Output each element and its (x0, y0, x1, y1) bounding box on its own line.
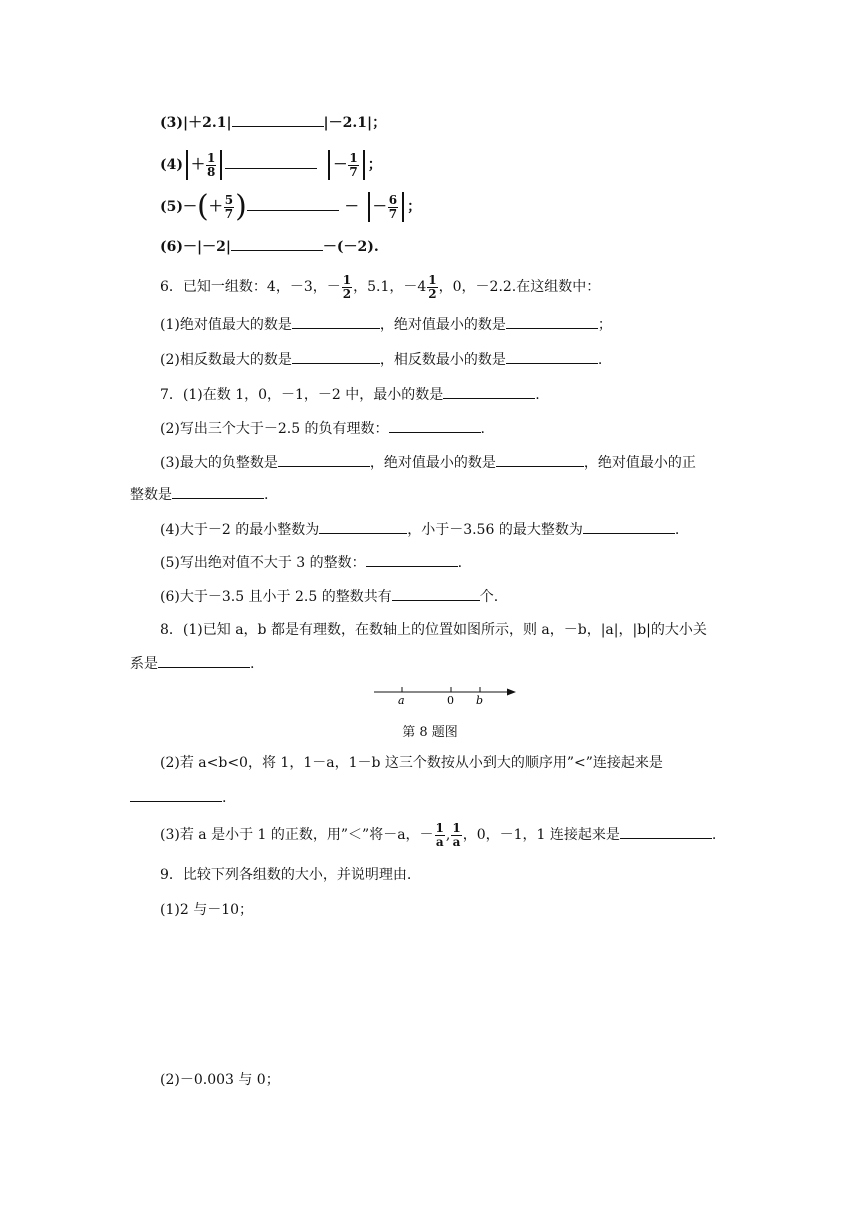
punct: . (674, 522, 680, 538)
q8-part2-cont (130, 787, 226, 808)
q5-part5-label: (5)－ (160, 199, 197, 215)
punct: . (457, 555, 463, 571)
q5-part6-right: －(－2). (322, 239, 379, 255)
punct: . (480, 421, 485, 437)
answer-blank[interactable] (225, 154, 317, 169)
answer-blank[interactable] (278, 452, 370, 467)
q5-part4-label: (4) (160, 157, 183, 173)
answer-blank[interactable] (232, 112, 324, 127)
answer-blank[interactable] (506, 349, 598, 364)
answer-blank[interactable] (292, 349, 380, 364)
answer-blank[interactable] (319, 519, 407, 534)
label-b: b (476, 694, 484, 707)
q8-part3-text: ，0，－1，1 连接起来是 (462, 827, 620, 843)
fraction (224, 194, 234, 221)
q9-stem: 9．比较下列各组数的大小，并说明理由. (160, 867, 412, 883)
q5-part4 (160, 148, 382, 182)
q7-part3-text: ，绝对值最小的正 (583, 455, 696, 471)
left-paren: ( (197, 189, 209, 224)
punct: . (535, 387, 540, 403)
q6-part1-text: (1)绝对值最大的数是 (160, 317, 292, 333)
abs-bar (328, 150, 330, 180)
denominator: 2 (342, 286, 352, 301)
q9-part1-answer-area[interactable] (160, 930, 740, 1060)
q9-part2-answer-area[interactable] (160, 1100, 740, 1200)
q7-part3 (160, 452, 696, 473)
answer-blank[interactable] (506, 314, 598, 329)
sign: ＋ (208, 199, 223, 215)
denominator: 8 (207, 164, 216, 179)
numerator: 1 (207, 150, 216, 165)
answer-blank[interactable] (366, 552, 458, 567)
q6-stem-text: ，5.1，－4 (353, 279, 427, 295)
q7-part3-text: 整数是 (130, 487, 172, 503)
q6-stem-text: 6．已知一组数：4，－3，－ (160, 279, 341, 295)
punct: ； (597, 317, 612, 333)
sign: ＋ (191, 157, 205, 173)
punct: . (264, 487, 269, 503)
answer-blank[interactable] (583, 519, 675, 534)
q6-stem (160, 272, 600, 302)
abs-bar (186, 150, 188, 180)
q5-part3 (160, 112, 386, 133)
answer-blank[interactable] (443, 384, 535, 399)
q8-part2-text: (2)若 a<b<0，将 1，1－a，1－b 这三个数按从小到大的顺序用”<”连接起来是 (160, 755, 663, 771)
q7-part4-text: ，小于－3.56 的最大整数为 (407, 522, 583, 538)
right-paren: ) (235, 189, 247, 224)
q6-part1 (160, 314, 612, 335)
numerator: 1 (342, 272, 352, 287)
q7-part6-text: (6)大于－3.5 且小于 2.5 的整数共有 (160, 589, 392, 605)
q7-part4 (160, 519, 679, 540)
q8-part3 (160, 820, 716, 850)
q8-part3-text: (3)若 a 是小于 1 的正数，用”＜”将－a，－ (160, 827, 434, 843)
sign: － (333, 157, 348, 173)
q6-stem-text: ，0，－2.2.在这组数中： (438, 279, 601, 295)
q6-part2-text: ，相反数最小的数是 (379, 352, 506, 368)
punct: , (445, 827, 451, 843)
q7-part5 (160, 552, 462, 573)
denominator: 7 (224, 206, 234, 221)
fraction (427, 274, 437, 301)
numerator: 5 (224, 192, 234, 207)
answer-blank[interactable] (392, 586, 480, 601)
fraction (435, 822, 445, 849)
q7-part1 (160, 384, 540, 405)
q5-part6 (160, 236, 379, 257)
q5-part5 (160, 190, 421, 224)
q7-part6 (160, 586, 498, 607)
answer-blank[interactable] (172, 484, 264, 499)
numerator: 1 (428, 272, 437, 287)
numerator: 1 (452, 820, 461, 835)
q8-part1-text: 系是 (130, 656, 158, 672)
q7-part3-text: ，绝对值最小的数是 (369, 455, 496, 471)
punct: . (250, 656, 255, 672)
abs-bar (220, 150, 222, 180)
punct: . (597, 352, 603, 368)
q5-part3-label: (3) (160, 115, 183, 131)
q9-part1: (1)2 与－10； (160, 902, 254, 918)
q8-part1-text: 8．(1)已知 a，b 都是有理数，在数轴上的位置如图所示，则 a，－b，|a|，|b|的大小关 (160, 622, 707, 638)
answer-blank[interactable] (158, 653, 250, 668)
punct: ； (367, 157, 382, 173)
denominator: a (435, 834, 444, 849)
answer-blank[interactable] (620, 824, 712, 839)
punct: ； (407, 199, 422, 215)
q7-part3-cont (130, 484, 268, 505)
q7-part4-text: (4)大于－2 的最小整数为 (160, 522, 320, 538)
fraction (348, 152, 358, 179)
answer-blank[interactable] (389, 418, 481, 433)
q8-part2 (160, 753, 663, 773)
q5-part3-left: |＋2.1| (183, 115, 232, 131)
abs-bar (363, 150, 365, 180)
q8-part1-cont (130, 653, 254, 674)
q7-part2 (160, 418, 485, 439)
q9-part2: (2)－0.003 与 0； (160, 1072, 280, 1088)
numerator: 1 (349, 150, 358, 165)
q6-part1-text: ，绝对值最小的数是 (379, 317, 506, 333)
q7-part5-text: (5)写出绝对值不大于 3 的整数： (160, 555, 366, 571)
q7-part2-text: (2)写出三个大于－2.5 的负有理数： (160, 421, 389, 437)
q6-part2 (160, 349, 602, 370)
punct: . (711, 827, 717, 843)
numerator: 6 (388, 192, 398, 207)
denominator: 2 (428, 286, 437, 301)
q5-part6-label: (6)－|－2| (160, 239, 231, 255)
sign: － (344, 199, 359, 215)
fraction (388, 194, 398, 221)
denominator: a (452, 834, 461, 849)
figure-caption: 第 8 题图 (402, 725, 458, 740)
answer-blank[interactable] (292, 314, 380, 329)
answer-blank[interactable] (130, 787, 222, 802)
sign: － (372, 199, 387, 215)
answer-blank[interactable] (496, 452, 584, 467)
denominator: 7 (388, 206, 398, 221)
fraction (451, 822, 461, 849)
q5-part3-right: |－2.1|； (323, 115, 387, 131)
label-zero: 0 (447, 694, 454, 707)
fraction (206, 152, 216, 179)
q6-part2-text: (2)相反数最大的数是 (160, 352, 292, 368)
q7-part3-text: (3)最大的负整数是 (160, 455, 278, 471)
q7-part1-text: 7．(1)在数 1，0，－1，－2 中，最小的数是 (160, 387, 444, 403)
numerator: 1 (435, 820, 444, 835)
punct: . (222, 790, 227, 806)
q8-part1 (160, 620, 707, 640)
answer-blank[interactable] (231, 236, 323, 251)
denominator: 7 (349, 164, 358, 179)
fraction (342, 274, 352, 301)
abs-bar (402, 192, 404, 222)
abs-bar (368, 192, 370, 222)
arrow-icon (507, 689, 516, 696)
answer-blank[interactable] (247, 196, 339, 211)
punct: 个. (479, 589, 499, 605)
number-line-figure (370, 682, 520, 708)
label-a: a (398, 694, 405, 707)
